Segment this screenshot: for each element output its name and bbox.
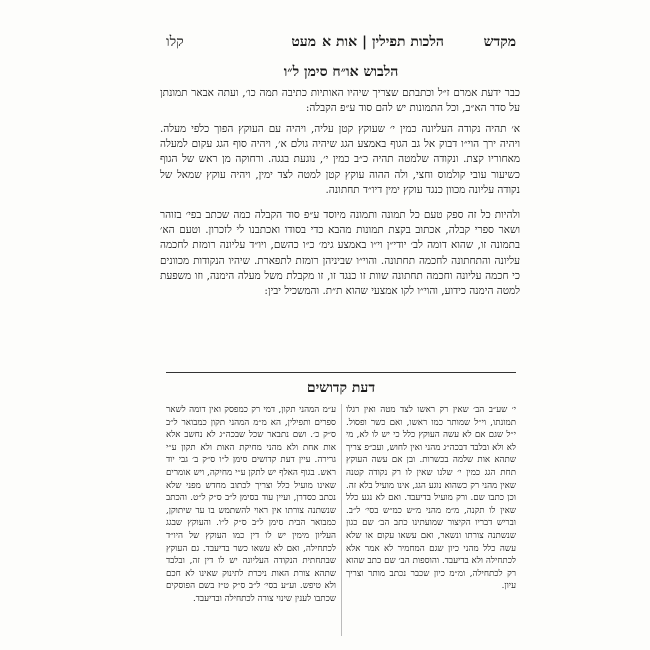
header-subtitle: מעט — [291, 34, 316, 50]
section-title: הלבוש או״ח סימן ל״ו — [283, 64, 399, 80]
main-paragraph-1: כבר ידעת אמרם ז״ל וכתבתם שצריך שיהיו האותיות כתיבה תמה כו׳, ועתה אבאר תמונתן על סדר הא״ב, וכל התמונות יש להם סוד ע״פ הקבלה: — [160, 87, 520, 115]
main-paragraph-2: א׳ תהיה נקודה העליונה כמין י׳ שעוקץ קטן עליה, ויהיה עם העוקץ הפוך כלפי מעלה. ויהיה ירך הוי״ו דבוק אל גב הגוף באמצע הגג שיהיה גולם א׳, ויהיה סוף הגג עקום למעלה מאחוריו קצת. ונקודה שלמטה תהיה כ״ב כמין י׳, נוגעת בגגה. ורחוקה מן ראש של הגוף כשיעור עובי קולמוס וחצי, ולה ההוה עוקץ קטן למטה לצד ימין, ויהיה עוקץ שמאל של נקודה עליונה מכוון כנגד עוקץ ימין דיו״ד תחתונה. — [160, 123, 520, 196]
header-section: הלכות תפילין | אות א — [322, 34, 444, 50]
page-number: קלו — [166, 34, 184, 50]
running-header — [166, 34, 516, 56]
header-book-name: מקדש — [483, 34, 516, 50]
section-divider — [166, 372, 516, 373]
commentary-title: דעת קדושים — [306, 380, 376, 396]
main-paragraph-3: ולהיות כל זה ספק טעם כל תמונה ותמונה מיוסד ע״פ סוד הקבלה כמה שכתב בפי׳ בזוהר ושאר ספרי קבלה, אכתוב בקצת תמונות מהבא כדי בסודו ואכתבנו לי לזכרון. וטעם הא׳ בתמונה זו, שהוא דומה לב׳ יודי״ן וי״ו באמצע גימ׳ כ״ו כהשם, ויו״ד עליונה רומזת לחכמה עליונה והתחתונה לחכמה תחתונה. והוי״ו שביניהן רומזת לתפארת. שיהיו הנקודות מכוונים כי חכמה עליונה וחכמה תחתונה שוות זו כנגד זו, זו מקבלת משל מעלה הימנה, וזו משפעת למטה הימנה כידוע, והוי״ו לקו אמצעי שהוא ת״ת. והמשכיל יבין: — [160, 209, 520, 298]
column-rule — [341, 404, 342, 636]
commentary-right-column: י׳ שע״ב הב׳ שאין רק ראשו לצד מטה ואין רגלו תמונתו, וי״ל שמותר כמו ראשו, ואם כשר ופסול. י״ל שגם אם לא עשה העוקץ כלל כי יש לו לא, מי לא ולא ובלבד דבכה״ג מהני ואין לחוש, ועכ״פ צריך שתהא אות שלמה בכשרות. ובן אם עשה העוקץ תחת הגג כמין י׳ שלנו שאין לו רק נקודה קטנה שאין מהני רק כשהוא נוגע הגג, אינו מועיל בלא זה. וכן כתבו שם. ורק מועיל בדיעבד. ואם לא נגע כלל שאין לו תקנה, מ״מ מהני מ״ש כמ״ש בסי׳ ל״ב. ובריש דבריו הקיצור שמועתינו כתב הב׳ שם כגון שנשתנה צורתו ונשאר, ואם עשאו עקום או שלא עשה כלל מהני כיון שגם המחמיר לא אמר אלא לכתחילה ולא בדיעבד. והוספות הב׳ שם כתב שהוא רק לכתחילה, ומ״מ כיון שכבר נכתב מותר וצריך עיון. — [346, 405, 516, 592]
commentary-left-column: ע״מ המהני תקון, דמי רק כמפסק ואין דומה לשאר ספרים ותפילין, הא מ״מ המהני תקון כמבואר ל״ב ס״ק כ׳. ושם נתבאר שכל שבכה״ג לא נחשב אלא אות אחת ולא מהני מחיקת האות ולא תקון ע״י גרירה. עיין דעת קדושים סימן ל״ו ס״ק ב׳ גבי יוד ראש. בגוף האלף יש לתקן ע״י מחיקה, ויש אומרים שאינו מועיל כלל וצריך לכתוב מחדש מפני שלא נכתב כסדרן, ועיין עוד בסימן ל״ב ס״ק ל״ט. והכתב שנשתנה צורתו אין ראוי להשתמש בו עד שיתוקן, כמבואר הבית סימן ל״ב ס״ק ל״ו. והעוקץ שבגג העליון מימין יש לו דין כמו העוקץ של היו״ד לכתחילה, ואם לא עשאו כשר בדיעבד. גם העוקץ שבתחתית הנקודה העליונה יש לו דין זה, ובלבד שתהא צורת האות ניכרת לתינוק שאינו לא חכם ולא טיפש. וע״ע בסי׳ ל״ב ס״ק ט״ז בשם הפוסקים שכתבו לענין שינוי צורה לכתחילה ובדיעבד. — [166, 405, 336, 604]
